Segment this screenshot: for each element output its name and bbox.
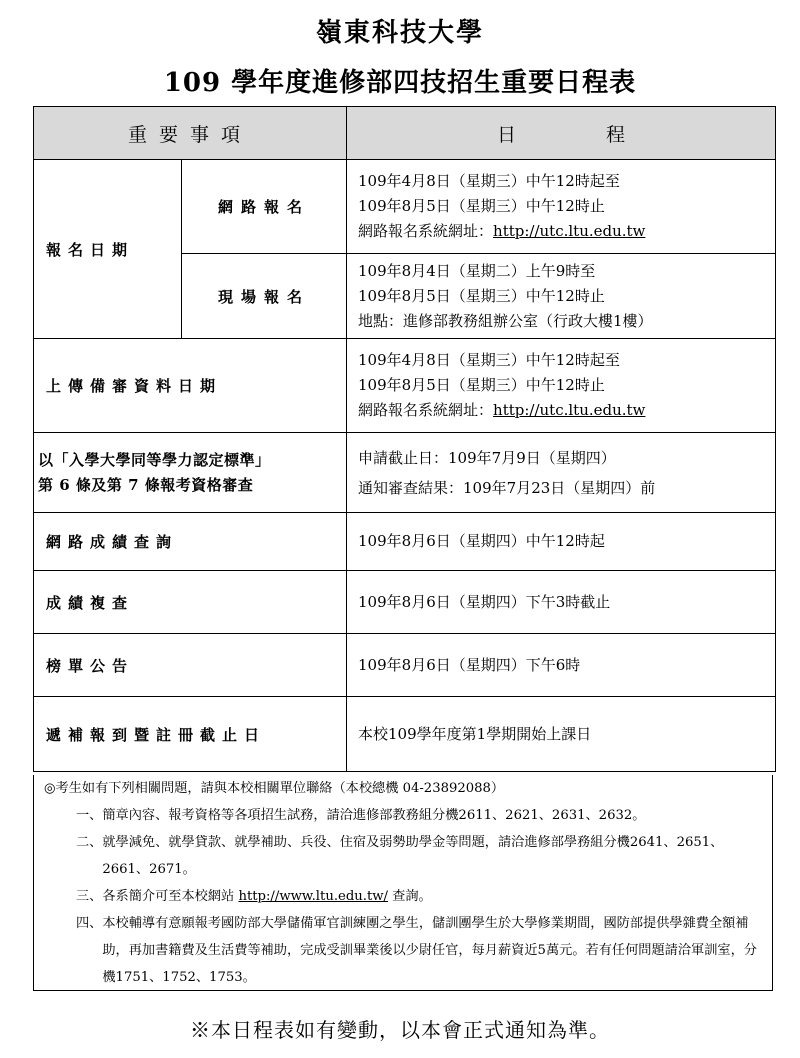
row-label-score-review: 成績複查 [34, 571, 347, 634]
list-item-text [102, 883, 768, 910]
table-row [34, 160, 776, 254]
column-header-item: 重要事項 [34, 107, 347, 160]
value-line: 109年8月6日（星期四）中午12時起 [358, 532, 605, 550]
value-line: 109年4月8日（星期三）中午12時起至 [358, 172, 620, 190]
document-title: 109 學年度進修部四技招生重要日程表 [163, 68, 637, 98]
row-label-score-query: 網路成績查詢 [34, 513, 347, 571]
row-sublabel-online: 網路報名 [182, 160, 347, 254]
value-line: 109年8月5日（星期三）中午12時止 [358, 376, 605, 394]
row-value-results [347, 634, 776, 697]
column-header-schedule-a: 日 [497, 123, 517, 146]
list-item-number: 一、 [76, 808, 103, 823]
link-prefix: 網路報名系統網址： [358, 222, 494, 240]
list-item-number: 四、 [76, 916, 103, 931]
link-prefix: 網路報名系統網址： [358, 401, 494, 419]
row-value-score-review [347, 571, 776, 634]
notes-intro: ◎考生如有下列相關問題，請與本校相關單位聯絡（本校總機 04-23892088） [44, 781, 505, 796]
table-row [34, 571, 776, 634]
list-item [34, 883, 772, 910]
registration-system-link[interactable]: http://utc.ltu.edu.tw [493, 222, 646, 240]
row-value-online [347, 160, 776, 254]
table-row [34, 433, 776, 513]
value-line: 申請截止日：109年7月9日（星期四） [358, 448, 616, 467]
value-line: 109年8月5日（星期三）中午12時止 [358, 197, 605, 215]
list-item [34, 829, 772, 883]
list-item [34, 910, 772, 991]
row-label-qualification [34, 433, 347, 513]
column-header-schedule [347, 107, 776, 160]
value-line: 109年8月4日（星期二）上午9時至 [358, 261, 596, 280]
schedule-table [33, 106, 776, 772]
value-line: 地點：進修部教務組辦公室（行政大樓1樓） [358, 311, 653, 330]
value-line [358, 398, 775, 423]
list-item-text-suffix: 查詢。 [387, 889, 432, 904]
row-value-enrollment-deadline [347, 697, 776, 772]
registration-system-link[interactable]: http://utc.ltu.edu.tw [493, 401, 646, 419]
row-value-upload [347, 339, 776, 433]
value-line: 109年8月6日（星期四）下午3時截止 [358, 592, 611, 611]
row-label-results: 榜單公告 [34, 634, 347, 697]
list-item-number: 二、 [76, 835, 103, 850]
label-line: 第 6 條及第 7 條報考資格審查 [38, 475, 254, 494]
row-label-registration: 報名日期 [34, 160, 182, 339]
table-row [34, 697, 776, 772]
table-row [34, 339, 776, 433]
table-header-row [34, 107, 776, 160]
list-item-text: 本校輔導有意願報考國防部大學儲備軍官訓練團之學生，儲訓團學生於大學修業期間，國防部提供學雜費全額補助，再加書籍費及生活費等補助，完成受訓畢業後以少尉任官，每月薪資近5萬元。若有任何問題請洽軍訓室，分機1751、1752、1753。 [102, 916, 757, 985]
column-header-schedule-b: 程 [606, 123, 626, 146]
value-line: 109年4月8日（星期三）中午12時起至 [358, 351, 620, 369]
label-line: 以「入學大學同等學力認定標準」 [38, 450, 271, 469]
table-row [34, 513, 776, 571]
row-value-qualification [347, 433, 776, 513]
value-line: 通知審查結果：109年7月23日（星期四）前 [358, 478, 656, 497]
row-label-upload: 上傳備審資料日期 [34, 339, 347, 433]
row-sublabel-onsite: 現場報名 [182, 254, 347, 339]
list-item-text: 簡章內容、報考資格等各項招生試務，請洽進修部教務組分機2611、2621、2631、2632。 [102, 808, 646, 823]
value-line: 109年8月5日（星期三）中午12時止 [358, 286, 605, 305]
list-item-text-prefix: 各系簡介可至本校網站 [102, 889, 239, 904]
list-item [34, 802, 772, 829]
school-name: 嶺東科技大學 [315, 18, 484, 48]
list-item-number: 三、 [76, 889, 103, 904]
value-line [358, 219, 775, 244]
school-website-link[interactable]: http://www.ltu.edu.tw/ [238, 889, 388, 904]
contact-notes [33, 775, 773, 991]
value-line: 本校109學年度第1學期開始上課日 [358, 724, 592, 743]
value-line: 109年8月6日（星期四）下午6時 [358, 655, 581, 674]
row-value-onsite [347, 254, 776, 339]
table-row [34, 634, 776, 697]
row-value-score-query [347, 513, 776, 571]
footer-notice: ※本日程表如有變動，以本會正式通知為準。 [190, 1018, 610, 1042]
row-label-enrollment-deadline: 遞補報到暨註冊截止日 [34, 697, 347, 772]
list-item-text: 就學減免、就學貸款、就學補助、兵役、住宿及弱勢助學金等問題，請洽進修部學務組分機2641、2651、2661、2671。 [102, 835, 724, 877]
